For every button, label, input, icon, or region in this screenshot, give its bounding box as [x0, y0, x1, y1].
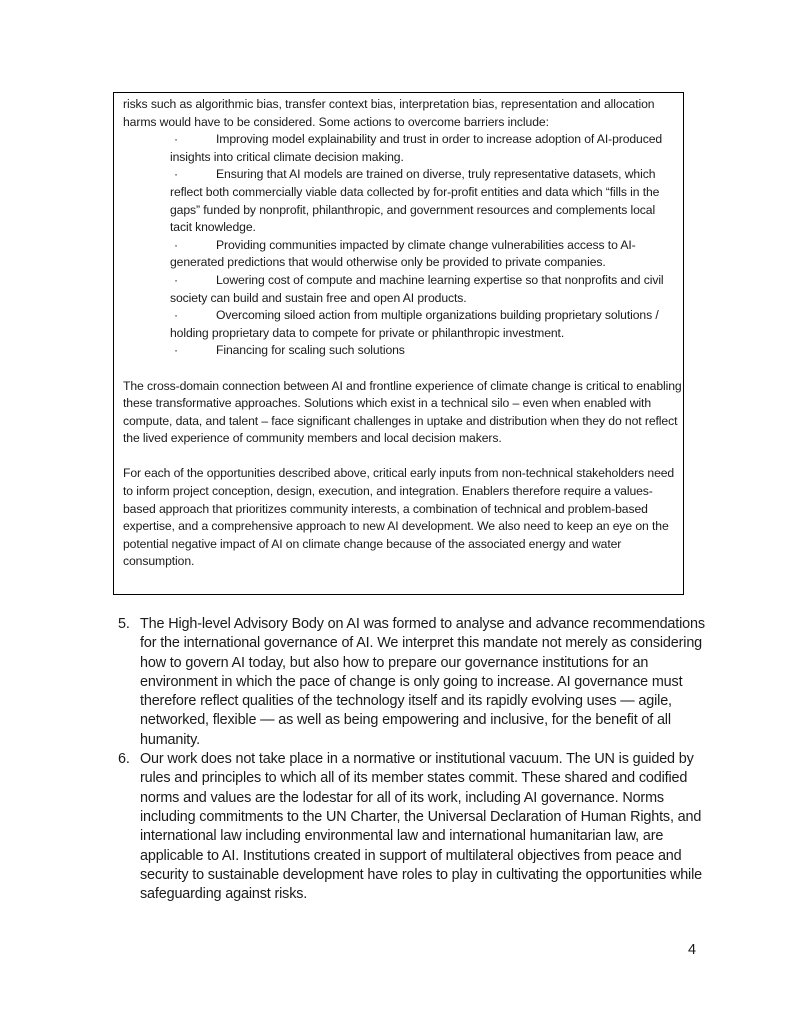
paragraph-gap [123, 448, 683, 466]
list-item-text: The High-level Advisory Body on AI was formed to analyse and advance recommendations for the international governance of AI. We interpret this mandate not merely as considering how to govern AI today, but also how to prepare our governance institutions for an environment in which the pace of change is only going to increase. AI governance must therefore reflect qualities of the technology itself and its rapidly evolving uses — agile, networked, flexible — as well as being empowering and inclusive, for the benefit of all humanity. [140, 616, 705, 748]
opportunities-paragraph: For each of the opportunities described above, critical early inputs from non-technical stakeholders need to inform project conception, design, execution, and integration. Enablers therefore require a values-based approach that prioritizes community interests, a combination of technical and problem-based expertise, and a comprehensive approach to new AI development. We also need to keep an eye on the potential negative impact of AI on climate change because of the associated energy and water consumption. [123, 466, 675, 569]
climate-barriers-box [113, 92, 684, 595]
bullet-text: Improving model explainability and trust in order to increase adoption of AI-produced insights into critical climate decision making. [170, 132, 663, 164]
list-item-5 [118, 615, 708, 750]
bullet-dot: · [174, 272, 178, 287]
bullet-text: Providing communities impacted by climate change vulnerabilities access to AI-generated predictions that would otherwise only be provided to private companies. [170, 237, 636, 270]
bullet-text: Ensuring that AI models are trained on diverse, truly representative datasets, which reflect both commercially viable data collected by for-profit entities and data which “fills in the gaps” funded by nonprofit, philanthropic, and government resources and complements local tacit knowledge. [170, 167, 660, 235]
page-number: 4 [688, 942, 697, 958]
list-number: 6. [118, 751, 130, 768]
paragraph-gap [123, 360, 683, 378]
bullet-text: Lowering cost of compute and machine learning expertise so that nonprofits and civil society can build and sustain free and open AI products. [170, 272, 664, 305]
bullet-text: Overcoming siloed action from multiple organizations building proprietary solutions / holding proprietary data to compete for private or philanthropic investment. [170, 308, 659, 340]
box-intro-paragraph: risks such as algorithmic bias, transfer context bias, interpretation bias, representation and allocation harms would have to be considered. Some actions to overcome barriers include: [123, 97, 655, 129]
cross-domain-paragraph: The cross-domain connection between AI and frontline experience of climate change is critical to enabling these transformative approaches. Solutions which exist in a technical silo – even when enabled with compute, data, and talent – face significant challenges in uptake and distribution when they do not reflect the lived experience of community members and local decision makers. [123, 378, 682, 446]
numbered-list [118, 615, 708, 904]
bullet-item [170, 307, 683, 342]
bullet-dot: · [174, 343, 178, 358]
list-item-text: Our work does not take place in a normative or institutional vacuum. The UN is guided by rules and principles to which all of its member states commit. These shared and codified norms and values are the lodestar for all of its work, including AI governance. Norms including commitments to the UN Charter, the Universal Declaration of Human Rights, and international law including environmental law and international humanitarian law, are applicable to AI. Institutions created in support of multilateral objectives from peace and security to sustainable development have roles to play in cultivating the opportunities while safeguarding against risks. [140, 751, 703, 903]
bullet-dot: · [174, 132, 178, 147]
bullet-text: Financing for scaling such solutions [216, 343, 405, 358]
bullet-dot: · [174, 308, 178, 323]
bullet-dot: · [174, 167, 178, 182]
list-item-6 [118, 750, 708, 904]
bullet-item [170, 131, 683, 166]
bullet-item [170, 342, 683, 360]
bullet-dot: · [174, 237, 178, 252]
bullet-item [170, 237, 683, 272]
bullet-item [170, 166, 683, 236]
bullet-item [170, 272, 683, 307]
list-number: 5. [118, 616, 130, 632]
